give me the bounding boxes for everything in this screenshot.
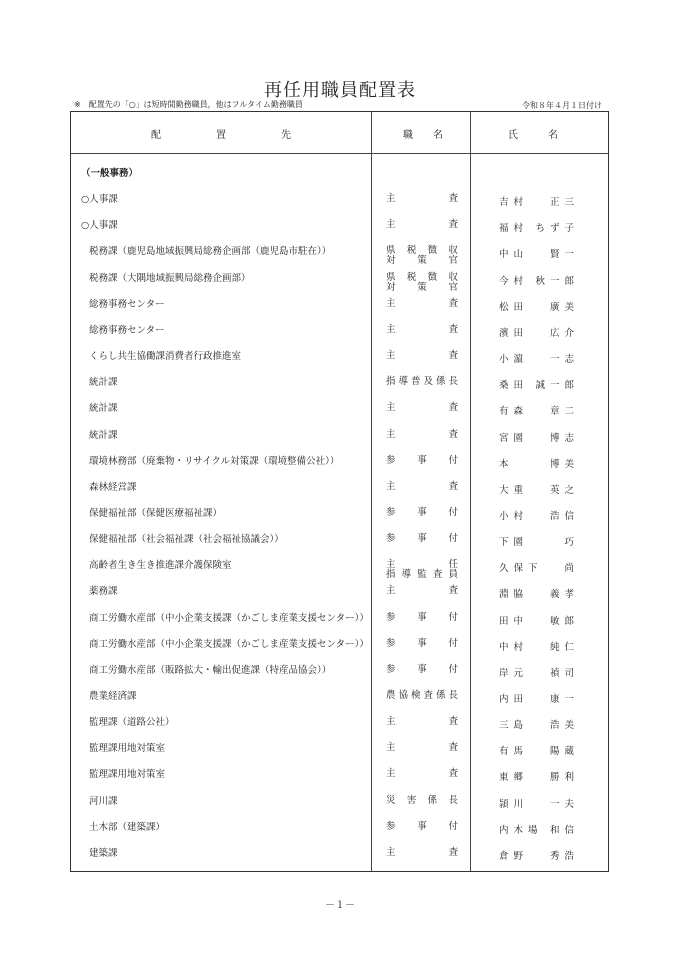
table-row xyxy=(71,294,608,320)
placement: （一般事務） xyxy=(81,168,139,179)
table-row xyxy=(71,817,608,843)
job-title xyxy=(386,220,458,230)
staff-name xyxy=(499,743,579,757)
job-title-line: 指導普及係長 xyxy=(386,376,458,388)
job-title xyxy=(386,586,458,596)
family-name: 大重 xyxy=(499,484,529,496)
job-title-line: 主 任 xyxy=(386,559,458,571)
job-title-line: 参事付 xyxy=(386,533,458,545)
staff-name xyxy=(499,220,579,234)
table-row xyxy=(71,398,608,424)
job-title xyxy=(386,769,458,779)
placement: 森林経営課 xyxy=(89,481,137,493)
staff-name xyxy=(499,534,579,548)
job-title-line: 主 査 xyxy=(386,297,458,309)
placement: 監理課用地対策室 xyxy=(89,743,166,755)
placement: 税務課（鹿児島地域振興局総務企画部（鹿児島市駐在）） xyxy=(89,246,332,258)
job-title xyxy=(386,377,458,387)
staff-name xyxy=(499,403,579,417)
table-row xyxy=(71,738,608,764)
job-title-line: 参事付 xyxy=(386,611,458,623)
table-row xyxy=(71,241,608,267)
job-title-line: 参事付 xyxy=(386,663,458,675)
job-title-line: 主 査 xyxy=(386,480,458,492)
family-name: 小濵 xyxy=(499,354,529,366)
family-name: 宮園 xyxy=(499,432,529,444)
given-name: ちず子 xyxy=(535,223,579,235)
job-title xyxy=(386,796,458,806)
staff-name xyxy=(499,325,579,339)
placement: 監理課用地対策室 xyxy=(89,769,166,781)
job-title xyxy=(386,691,458,701)
family-name: 吉村 xyxy=(499,197,529,209)
job-title-line: 主 査 xyxy=(386,846,458,858)
table-row xyxy=(71,425,608,451)
staff-name xyxy=(499,796,579,810)
table-row xyxy=(71,372,608,398)
job-title xyxy=(386,613,458,623)
family-name: 内木場 xyxy=(499,824,543,836)
header-divider xyxy=(71,153,608,154)
given-name: 巧 xyxy=(564,537,579,549)
family-name: 倉野 xyxy=(499,850,529,862)
given-name: 浩信 xyxy=(549,510,579,522)
family-name: 三島 xyxy=(499,720,529,732)
family-name: 有森 xyxy=(499,406,529,418)
header-char: 氏 xyxy=(508,130,518,141)
job-title-line: 対策官 xyxy=(386,255,458,267)
given-name: 誠一郎 xyxy=(535,380,579,392)
staff-name xyxy=(499,769,579,783)
table-row xyxy=(71,451,608,477)
family-name: 濱田 xyxy=(499,327,529,339)
job-title-line: 参事付 xyxy=(386,820,458,832)
table-row xyxy=(71,503,608,529)
job-title-line: 主 査 xyxy=(386,742,458,754)
table-row xyxy=(71,529,608,555)
job-title xyxy=(386,403,458,413)
placement: 保健福祉部（社会福祉課（社会福祉協議会）） xyxy=(89,534,284,546)
placement: 総務事務センター xyxy=(89,298,165,310)
table-row xyxy=(71,634,608,660)
given-name: 陽蔵 xyxy=(549,746,579,758)
given-name: 尚 xyxy=(564,563,579,575)
job-title-line: 対策官 xyxy=(386,281,458,293)
given-name: 正三 xyxy=(549,197,579,209)
placement: 監理課（道路公社） xyxy=(89,717,175,729)
placement: 建築課 xyxy=(89,847,118,859)
family-name: 中村 xyxy=(499,641,529,653)
job-title-line: 主 査 xyxy=(386,193,458,205)
placement: 保健福祉部（保健医療福祉課） xyxy=(89,507,223,519)
effective-date: 令和８年４月１日付け xyxy=(522,101,602,110)
given-name: 章二 xyxy=(549,406,579,418)
family-name: 淵脇 xyxy=(499,589,529,601)
staff-name xyxy=(499,430,579,444)
header-char: 職 xyxy=(403,130,413,141)
staff-name xyxy=(499,848,579,862)
job-title-line: 主 査 xyxy=(386,350,458,362)
table-row xyxy=(71,791,608,817)
placement: 統計課 xyxy=(89,377,118,389)
header-position xyxy=(403,126,443,141)
job-title xyxy=(386,508,458,518)
table-row xyxy=(71,268,608,294)
family-name: 久保下 xyxy=(499,563,543,575)
given-name: 賢一 xyxy=(549,249,579,261)
job-title xyxy=(386,743,458,753)
job-title xyxy=(386,665,458,675)
placement: 統計課 xyxy=(89,429,118,441)
placement: 高齢者生き生き推進課介護保険室 xyxy=(89,560,232,572)
header-char: 先 xyxy=(281,130,291,141)
job-title-line: 農協検査係長 xyxy=(386,690,458,701)
legend-note: ※ 配置先の「○」は短時間勤務職員，他はフルタイム勤務職員 xyxy=(74,100,303,109)
staff-name xyxy=(499,377,579,391)
placement: 税務課（大隅地域振興局総務企画部） xyxy=(89,272,251,284)
family-name: 有馬 xyxy=(499,746,529,758)
staff-name xyxy=(499,613,579,627)
staff-table xyxy=(70,111,609,872)
staff-name xyxy=(499,691,579,705)
family-name: 田中 xyxy=(499,615,529,627)
staff-name xyxy=(499,586,579,600)
given-name: 和信 xyxy=(549,824,579,836)
job-title xyxy=(386,717,458,727)
header-name xyxy=(508,126,558,141)
job-title xyxy=(386,848,458,858)
job-title xyxy=(386,430,458,440)
placement: ○人事課 xyxy=(81,220,118,232)
job-title xyxy=(386,246,458,266)
job-title xyxy=(386,456,458,466)
family-name: 小村 xyxy=(499,510,529,522)
placement: 商工労働水産部（中小企業支援課（かごしま産業支援センター）） xyxy=(89,638,369,650)
header-char: 配 xyxy=(151,130,161,141)
given-name: 一志 xyxy=(549,354,579,366)
staff-name xyxy=(499,717,579,731)
job-title-line: 主 査 xyxy=(386,585,458,597)
given-name: 博志 xyxy=(549,432,579,444)
job-title xyxy=(386,482,458,492)
page-number: －１－ xyxy=(325,900,355,911)
table-row xyxy=(71,215,608,241)
job-title-line: 県税徴収 xyxy=(386,245,458,257)
header-place xyxy=(151,126,291,141)
family-name: 頴川 xyxy=(499,798,529,810)
given-name: 秋一郎 xyxy=(535,275,579,287)
job-title-line: 主 査 xyxy=(386,428,458,440)
job-title-line: 参事付 xyxy=(386,454,458,466)
table-row xyxy=(71,477,608,503)
staff-name xyxy=(499,639,579,653)
header-char: 名 xyxy=(433,130,443,141)
header-char: 置 xyxy=(216,130,226,141)
staff-name xyxy=(499,482,579,496)
table-row xyxy=(71,581,608,607)
family-name: 本 xyxy=(499,458,514,470)
given-name: 純仁 xyxy=(549,641,579,653)
job-title xyxy=(386,534,458,544)
job-title-line: 主 査 xyxy=(386,768,458,780)
table-row xyxy=(71,346,608,372)
given-name: 一夫 xyxy=(549,798,579,810)
placement: 統計課 xyxy=(89,403,118,415)
job-title-line: 県税徴収 xyxy=(386,271,458,283)
family-name: 岸元 xyxy=(499,667,529,679)
staff-name xyxy=(499,456,579,470)
table-row xyxy=(71,555,608,581)
job-title-line: 主 査 xyxy=(386,323,458,335)
placement: 商工労働水産部（中小企業支援課（かごしま産業支援センター）） xyxy=(89,612,369,624)
table-row xyxy=(71,712,608,738)
staff-name xyxy=(499,822,579,836)
job-title xyxy=(386,351,458,361)
table-row xyxy=(71,189,608,215)
placement: 薬務課 xyxy=(89,586,118,598)
job-title xyxy=(386,822,458,832)
staff-name xyxy=(499,351,579,365)
job-title xyxy=(386,560,458,580)
staff-name xyxy=(499,246,579,260)
header-char: 名 xyxy=(548,130,558,141)
family-name: 中山 xyxy=(499,249,529,261)
given-name: 浩美 xyxy=(549,720,579,732)
family-name: 今村 xyxy=(499,275,529,287)
job-title-line: 参事付 xyxy=(386,637,458,649)
family-name: 福村 xyxy=(499,223,529,235)
table-row xyxy=(71,843,608,869)
given-name: 英之 xyxy=(549,484,579,496)
table-row xyxy=(71,608,608,634)
job-title-line: 主 査 xyxy=(386,716,458,728)
placement: 総務事務センター xyxy=(89,324,165,336)
staff-name xyxy=(499,194,579,208)
given-name: 廣美 xyxy=(549,301,579,313)
placement: くらし共生協働課消費者行政推進室 xyxy=(89,351,242,363)
given-name: 義孝 xyxy=(549,589,579,601)
table-row xyxy=(71,764,608,790)
family-name: 松田 xyxy=(499,301,529,313)
given-name: 康一 xyxy=(549,694,579,705)
job-title xyxy=(386,194,458,204)
placement: 土木部（建築課） xyxy=(89,821,166,833)
given-name: 博美 xyxy=(549,458,579,470)
family-name: 東郷 xyxy=(499,772,529,784)
given-name: 勝利 xyxy=(549,772,579,784)
staff-name xyxy=(499,508,579,522)
placement: 環境林務部（廃棄物・リサイクル対策課（環境整備公社）） xyxy=(89,455,340,467)
job-title xyxy=(386,273,458,293)
family-name: 下園 xyxy=(499,537,529,549)
given-name: 広介 xyxy=(549,327,579,339)
job-title-line: 主 査 xyxy=(386,402,458,414)
section-heading-row xyxy=(71,163,608,189)
job-title xyxy=(386,325,458,335)
placement: 農業経済課 xyxy=(89,691,137,702)
family-name: 桑田 xyxy=(499,380,529,392)
given-name: 禎司 xyxy=(549,667,579,679)
family-name: 内田 xyxy=(499,694,529,705)
given-name: 秀浩 xyxy=(549,850,579,862)
given-name: 敏郎 xyxy=(549,615,579,627)
table-row xyxy=(71,660,608,686)
placement: 商工労働水産部（販路拡大・輸出促進課（特産品協会）） xyxy=(89,664,332,676)
staff-name xyxy=(499,273,579,287)
staff-name xyxy=(499,560,579,574)
table-row xyxy=(71,686,608,712)
page-title: 再任用職員配置表 xyxy=(264,80,416,101)
job-title-line: 参事付 xyxy=(386,506,458,518)
placement: 河川課 xyxy=(89,795,118,807)
table-row xyxy=(71,320,608,346)
job-title-line: 災害係長 xyxy=(386,794,458,806)
placement: ○人事課 xyxy=(81,194,118,206)
job-title-line: 主 査 xyxy=(386,219,458,231)
job-title xyxy=(386,299,458,309)
staff-name xyxy=(499,299,579,313)
job-title xyxy=(386,639,458,649)
staff-name xyxy=(499,665,579,679)
job-title-line: 指導監査員 xyxy=(386,569,458,581)
